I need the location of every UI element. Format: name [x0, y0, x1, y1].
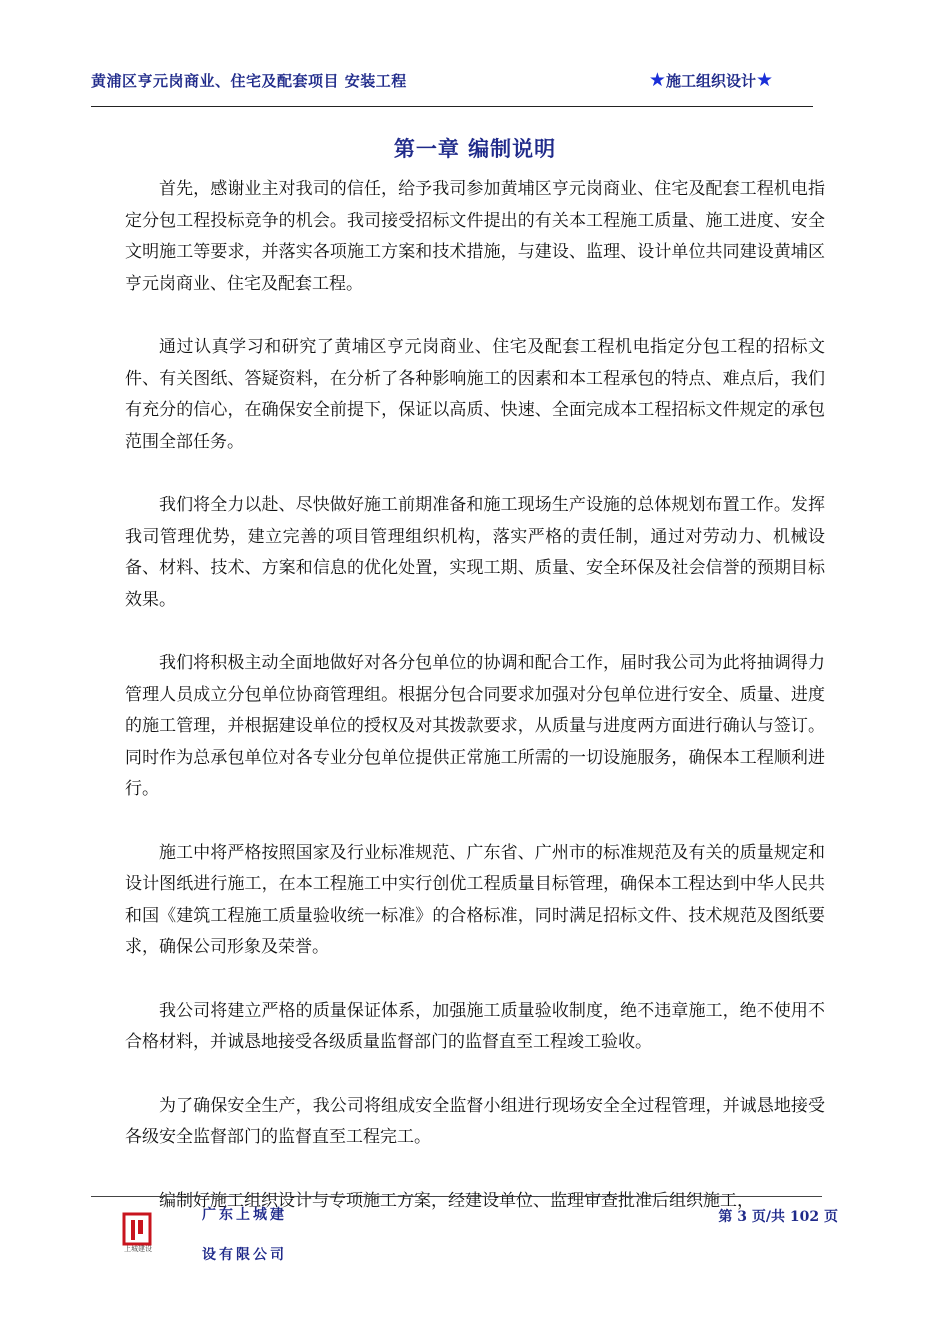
document-body [125, 174, 825, 1249]
page-number: 第 3 页/共 102 页 [718, 1209, 838, 1225]
company-name-line2: 设有限公司 [202, 1247, 287, 1263]
company-logo-icon [122, 1212, 152, 1248]
star-icon: ★ [648, 69, 666, 91]
paragraph: 首先，感谢业主对我司的信任，给予我司参加黄埔区亨元岗商业、住宅及配套工程机电指定分包工程投标竞争的机会。我司接受招标文件提出的有关本工程施工质量、施工进度、安全文明施工等要求，并落实各项施工方案和技术措施，与建设、监理、设计单位共同建设黄埔区亨元岗商业、住宅及配套工程。 [125, 179, 825, 294]
header-project-title: 黄浦区亨元岗商业、住宅及配套项目 安装工程 [91, 72, 407, 90]
paragraph: 我们将积极主动全面地做好对各分包单位的协调和配合工作，届时我公司为此将抽调得力管理人员成立分包单位协商管理组。根据分包合同要求加强对分包单位进行安全、质量、进度的施工管理，并根据建设单位的授权及对其拨款要求，从质量与进度两方面进行确认与签订。同时作为总承包单位对各专业分包单位提供正常施工所需的一切设施服务，确保本工程顺利进行。 [125, 653, 825, 799]
company-name-line1: 广东上城建 [202, 1207, 287, 1223]
paragraph: 我公司将建立严格的质量保证体系，加强施工质量验收制度，绝不违章施工，绝不使用不合格材料，并诚恳地接受各级质量监督部门的监督直至工程竣工验收。 [125, 1000, 825, 1052]
paragraph: 施工中将严格按照国家及行业标准规范、广东省、广州市的标准规范及有关的质量规定和设计图纸进行施工，在本工程施工中实行创优工程质量目标管理，确保本工程达到中华人民共和国《建筑工程施工质量验收统一标准》的合格标准，同时满足招标文件、技术规范及图纸要求，确保公司形象及荣誉。 [125, 842, 825, 957]
paragraph: 编制好施工组织设计与专项施工方案，经建设单位、监理审查批准后组织施工， [159, 1190, 754, 1211]
footer-divider [91, 1196, 822, 1197]
header-doc-type [649, 70, 773, 91]
paragraph: 为了确保安全生产，我公司将组成安全监督小组进行现场安全全过程管理，并诚恳地接受各级安全监督部门的监督直至工程完工。 [125, 1095, 825, 1147]
logo-caption: 上城建设 [124, 1245, 152, 1253]
paragraph: 我们将全力以赴、尽快做好施工前期准备和施工现场生产设施的总体规划布置工作。发挥我司管理优势，建立完善的项目管理组织机构，落实严格的责任制，通过对劳动力、机械设备、材料、技术、方案和信息的优化处置，实现工期、质量、安全环保及社会信誉的预期目标效果。 [125, 495, 825, 610]
paragraph: 通过认真学习和研究了黄埔区亨元岗商业、住宅及配套工程机电指定分包工程的招标文件、有关图纸、答疑资料，在分析了各种影响施工的因素和本工程承包的特点、难点后，我们有充分的信心，在确保安全前提下，保证以高质、快速、全面完成本工程招标文件规定的承包范围全部任务。 [125, 337, 825, 452]
star-icon: ★ [755, 69, 773, 91]
page-header [91, 70, 813, 107]
header-doc-type-label: 施工组织设计 [665, 72, 756, 90]
chapter-title: 第一章 编制说明 [393, 137, 557, 161]
